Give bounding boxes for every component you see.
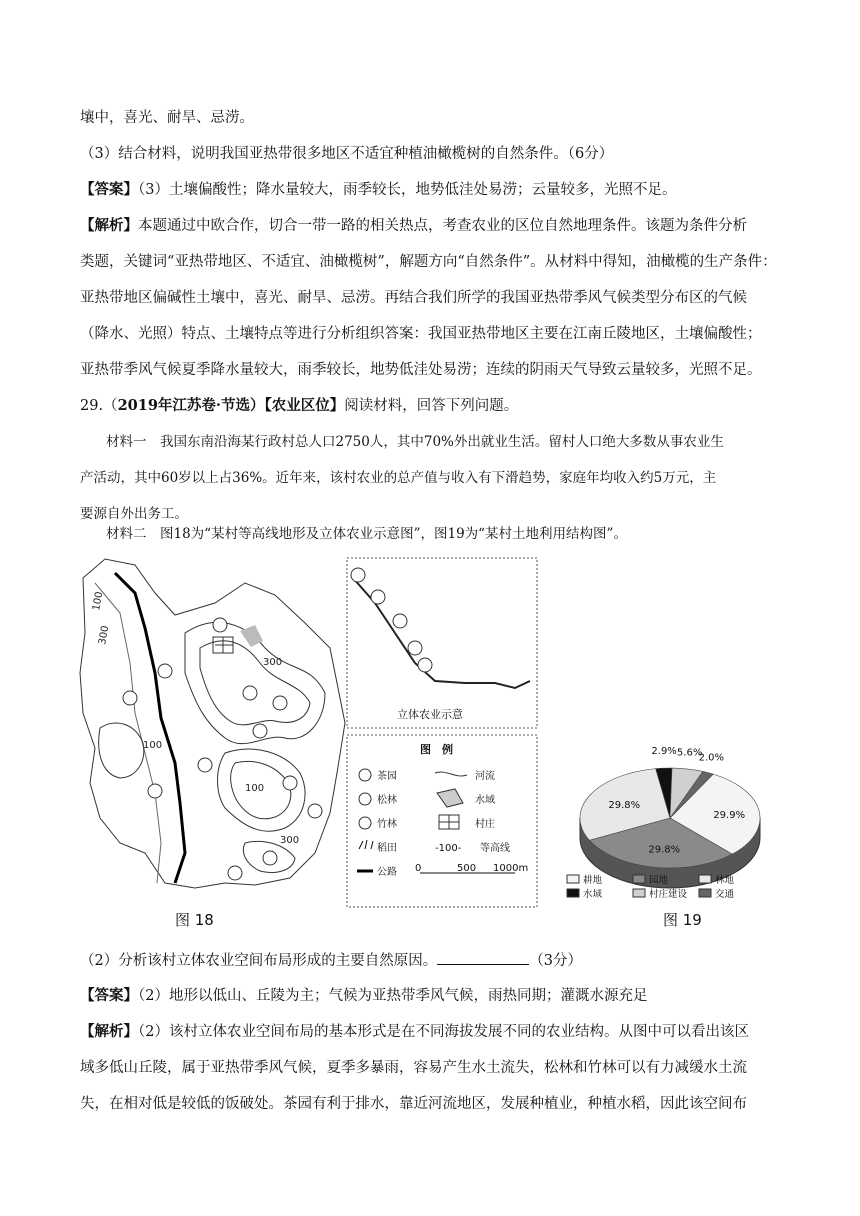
legend-panel bbox=[347, 735, 537, 907]
material-1: 要源自外出务工。 bbox=[80, 506, 188, 522]
scale-label: 1000m bbox=[493, 863, 529, 874]
q-num: 29.（ bbox=[80, 398, 118, 414]
answer-2 bbox=[80, 986, 780, 1006]
legend-title: 图 例 bbox=[420, 743, 453, 756]
legend-swatch bbox=[633, 889, 645, 897]
profile-panel bbox=[347, 558, 537, 728]
legend-swatch bbox=[567, 875, 579, 883]
legend-label: 水域 bbox=[475, 795, 495, 806]
legend-swatch bbox=[567, 889, 579, 897]
legend-label: 茶园 bbox=[377, 771, 397, 782]
figure-19-caption: 图 19 bbox=[663, 911, 702, 929]
figure-18-caption: 图 18 bbox=[175, 911, 214, 929]
analysis-tag: 【解析】 bbox=[80, 217, 138, 234]
q2-score: （3分） bbox=[529, 953, 582, 969]
legend-label: 河流 bbox=[475, 771, 495, 782]
answer-blank[interactable] bbox=[437, 950, 529, 965]
analysis-line bbox=[80, 216, 780, 236]
question-2 bbox=[80, 950, 780, 971]
q-tag: ）【农业区位】 bbox=[249, 397, 345, 414]
contour-label: 300 bbox=[263, 657, 283, 668]
scale-label: 0 bbox=[415, 863, 422, 874]
legend-label: 等高线 bbox=[480, 843, 510, 854]
contour-sample: -100- bbox=[435, 843, 462, 854]
pie-data-label: 5.6% bbox=[676, 747, 703, 759]
legend-label: 竹林 bbox=[377, 819, 397, 830]
contour-label: 100 bbox=[143, 740, 163, 751]
legend-swatch bbox=[633, 875, 645, 883]
pie-data-label: 29.9% bbox=[713, 809, 746, 821]
analysis-line: 亚热带地区偏碱性土壤中，喜光、耐旱、忌涝。再结合我们所学的我国亚热带季风气候类型分布区的气候 bbox=[80, 290, 747, 306]
contour-label: 300 bbox=[280, 835, 300, 846]
answer-3 bbox=[80, 180, 780, 200]
analysis-line: 亚热带季风气候夏季降水量较大，雨季较长，地势低洼处易涝；连续的阴雨天气导致云量较多，光照不足。 bbox=[80, 362, 762, 378]
analysis-line: 类题，关键词“亚热带地区、不适宜、油橄榄树”，解题方向“自然条件”。从材料中得知，油橄榄的生产条件： bbox=[80, 254, 777, 270]
contour-label: 100 bbox=[245, 783, 265, 794]
question-3: （3）结合材料，说明我国亚热带很多地区不适宜种植油橄榄树的自然条件。（6分） bbox=[80, 146, 614, 162]
profile-title: 立体农业示意 bbox=[397, 708, 463, 721]
pie-data-label: 2.0% bbox=[698, 752, 725, 764]
legend-swatch bbox=[699, 889, 711, 897]
material-2: 材料二 图18为“某村等高线地形及立体农业示意图”，图19为“某村土地利用结构图”。 bbox=[106, 526, 627, 542]
land-use-pie-chart bbox=[580, 768, 760, 888]
analysis-line: 失，在相对低是较低的饭破处。茶园有利于排水，靠近河流地区，发展种植业，种植水稻，因此该空间布 bbox=[80, 1096, 747, 1112]
legend-entry: 村庄建设 bbox=[649, 889, 688, 900]
legend-entry: 园地 bbox=[649, 875, 669, 886]
legend-label: 公路 bbox=[377, 867, 397, 878]
analysis-line: 域多低山丘陵，属于亚热带季风气候，夏季多暴雨，容易产生水土流失，松林和竹林可以有力减缓水土流 bbox=[80, 1060, 747, 1076]
legend-entry: 交通 bbox=[715, 889, 735, 900]
legend-label: 村庄 bbox=[475, 819, 495, 830]
contour-label: 100 bbox=[91, 590, 106, 612]
answer-tag: 【答案】 bbox=[80, 181, 138, 198]
analysis-line: （降水、光照）特点、土壤特点等进行分析组织答案：我国亚热带地区主要在江南丘陵地区，土壤偏酸性； bbox=[80, 326, 762, 342]
legend-swatch bbox=[699, 875, 711, 883]
material-1: 材料一 我国东南沿海某行政村总人口2750人，其中70%外出就业生活。留村人口绝大多数从事农业生 bbox=[106, 434, 724, 450]
legend-label: 松林 bbox=[377, 795, 397, 806]
contour-labels bbox=[91, 591, 299, 846]
pie-data-label: 2.9% bbox=[651, 746, 677, 758]
contour-label: 300 bbox=[97, 624, 112, 646]
analysis-line bbox=[80, 1022, 780, 1042]
pie-data-label: 29.8% bbox=[608, 799, 641, 811]
q-source: 2019年江苏卷·节选 bbox=[117, 397, 250, 414]
legend-entry: 耕地 bbox=[583, 875, 603, 886]
figure-18-19 bbox=[75, 553, 763, 935]
pie-data-label: 29.8% bbox=[648, 844, 681, 856]
scale-label: 500 bbox=[457, 863, 477, 874]
answer-tag: 【答案】 bbox=[80, 987, 138, 1004]
legend-label: 稻田 bbox=[377, 843, 397, 854]
text-line: 壤中，喜光、耐旱、忌涝。 bbox=[80, 110, 254, 126]
legend-items bbox=[357, 769, 528, 878]
analysis-text: 本题通过中欧合作，切合一带一路的相关热点，考查农业的区位自然地理条件。该题为条件分析 bbox=[138, 218, 747, 234]
legend-entry: 林地 bbox=[715, 875, 735, 886]
material-1: 产活动，其中60岁以上占36%。近年来，该村农业的总产值与收入有下滑趋势，家庭年均收入约5万元，主 bbox=[80, 470, 717, 486]
water-area bbox=[240, 625, 263, 647]
contour-map bbox=[80, 559, 345, 888]
analysis-tag: 【解析】 bbox=[80, 1023, 138, 1040]
answer-text: （2）地形以低山、丘陵为主；气候为亚热带季风气候，雨热同期；灌溉水源充足 bbox=[138, 988, 648, 1004]
legend-entry: 水域 bbox=[583, 889, 603, 900]
q-text: 阅读材料，回答下列问题。 bbox=[344, 398, 519, 414]
question-29-heading bbox=[80, 396, 780, 416]
analysis-text: （2）该村立体农业空间布局的基本形式是在不同海拔发展不同的农业结构。从图中可以看出该区 bbox=[138, 1024, 749, 1040]
q2-text: （2）分析该村立体农业空间布局形成的主要自然原因。 bbox=[80, 953, 438, 969]
answer-text: （3）土壤偏酸性；降水量较大，雨季较长，地势低洼处易涝；云量较多，光照不足。 bbox=[138, 182, 677, 198]
